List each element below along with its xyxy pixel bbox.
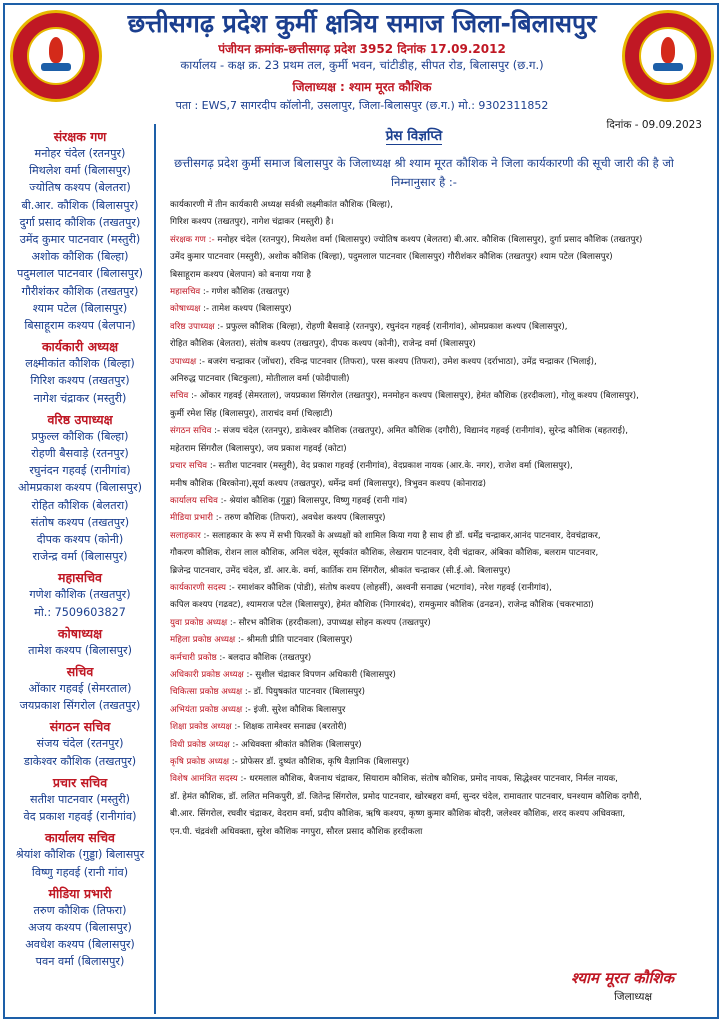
- society-seal-right-icon: [622, 10, 714, 102]
- sidebar-heading: मीडिया प्रभारी: [48, 885, 112, 901]
- sidebar-member: ओंकार गहवई (सेमरताल): [28, 682, 132, 696]
- sidebar-member: संतोष कश्यप (तखतपुर): [30, 515, 130, 529]
- committee-line: [170, 214, 710, 231]
- press-title: [164, 126, 664, 144]
- committee-members: :- अधिवक्ता श्रीकांत कौशिक (बिलासपुर): [229, 739, 362, 750]
- sidebar-member: गणेश कौशिक (तखतपुर): [29, 588, 131, 602]
- committee-members: :- सुशील चंद्राकर विपणन अधिकारी (बिलासपुर): [243, 669, 396, 680]
- committee-members: मनोहर चंदेल (रतनपुर), मिथलेश वर्मा (बिलासपुर) ज्योतिष कश्यप (बेलतरा) बी.आर. कौशिक (बिलासपुर), दुर्गा प्रसाद कौशिक (तखतपुर): [214, 234, 643, 245]
- committee-role: संगठन सचिव: [170, 426, 212, 437]
- committee-role: सचिव: [170, 391, 189, 402]
- committee-line: [170, 406, 710, 423]
- sidebar-member: राजेन्द्र वर्मा (बिलासपुर): [32, 550, 128, 564]
- committee-members: :- प्रफुल्ल कौशिक (बिल्हा), रोहणी बैसवाड़े (रतनपुर), रघुनंदन गहवई (रानीगांव), ओमप्रकाश कश्यप (बिलासपुर),: [214, 321, 568, 332]
- office-address: कार्यालय - कक्ष क्र. 23 प्रथम तल, कुर्मी भवन, चांटीडीह, सीपत रोड, बिलासपुर (छ.ग.): [180, 58, 544, 72]
- committee-members: :- इंजी. सुरेश कौशिक बिलासपुर: [242, 704, 346, 715]
- committee-role: अधिकारी प्रकोष्ठ अध्यक्ष: [170, 669, 244, 680]
- committee-line: [170, 441, 710, 458]
- sidebar-member: मो.: 7509603827: [34, 605, 126, 619]
- committee-line: [170, 354, 710, 371]
- committee-line: [170, 249, 710, 266]
- committee-members: बिसाहूराम कश्यप (बेलपान) को बनाया गया है: [170, 269, 311, 280]
- committee-line: [170, 597, 710, 614]
- committee-members: :- रमाशंकर कौशिक (पोडी), संतोष कश्यप (लोहर्सी), अश्वनी सनाढ्य (भटगांव), नरेश गहवई (रानीगांव),: [226, 582, 552, 593]
- organization-title: छत्तीसगढ़ प्रदेश कुर्मी क्षत्रिय समाज जिला-बिलासपुर: [127, 9, 597, 38]
- committee-line: [170, 458, 710, 475]
- sidebar-heading: वरिष्ठ उपाध्यक्ष: [47, 411, 113, 427]
- committee-members: कार्यकारणी में तीन कार्यकारी अध्यक्ष सर्वश्री लक्ष्मीकांत कौशिक (बिल्हा),: [170, 200, 393, 210]
- office-bearers-sidebar: [6, 124, 156, 1014]
- committee-role: महासचिव: [170, 287, 201, 298]
- committee-line: [170, 615, 710, 632]
- committee-members: डॉ. हेमंत कौशिक, डॉ. ललित मनिकपुरी, डॉ. जितेन्द्र सिंगरोल, प्रमोद पाटनवार, खोरबहरा वर्मा, सुन्दर चंदेल, रामावतार पाटनवार, घनश्याम कौशिक दगौरी,: [170, 791, 642, 802]
- committee-line: [170, 684, 710, 701]
- committee-line: [170, 771, 710, 788]
- committee-members: :- तरुण कौशिक (तिफरा), अवधेश कश्यप (बिलासपुर): [213, 513, 386, 524]
- letterhead: [0, 0, 724, 120]
- president-line: जिलाध्यक्ष : श्याम मूरत कौशिक: [292, 80, 432, 94]
- committee-line: [170, 197, 710, 214]
- committee-members: :- सौरभ कौशिक (हरदीकला), उपाध्यक्ष सोहन कश्यप (तखतपुर): [227, 617, 431, 628]
- sidebar-heading: प्रचार सचिव: [52, 774, 108, 790]
- sidebar-member: विष्णु गहवई (रानी गांव): [31, 865, 129, 879]
- committee-line: [170, 267, 710, 284]
- committee-line: [170, 824, 710, 841]
- committee-role: सलाहकार: [170, 530, 201, 541]
- sidebar-member: मिथलेश वर्मा (बिलासपुर): [29, 164, 131, 178]
- committee-line: [170, 232, 710, 249]
- sidebar-heading: कोषाध्यक्ष: [57, 625, 103, 641]
- committee-line: [170, 510, 710, 527]
- committee-members: :- तामेश कश्यप (बिलासपुर): [200, 304, 292, 315]
- sidebar-member: पवन वर्मा (बिलासपुर): [35, 955, 125, 969]
- committee-line: [170, 319, 710, 336]
- sidebar-member: पदुमलाल पाटनवार (बिलासपुर): [17, 267, 143, 281]
- sidebar-member: रोहित कौशिक (बेलतरा): [31, 498, 129, 512]
- committee-line: [170, 737, 710, 754]
- sidebar-member: ओमप्रकाश कश्यप (बिलासपुर): [18, 481, 142, 495]
- committee-members: मनीष कौशिक (बिरकोना),सूर्या कश्यप (तखतपुर), धर्मेन्द्र वर्मा (बिलासपुर), त्रिभुवन कश्यप (कोनाराढ): [170, 478, 487, 489]
- committee-role: प्रचार सचिव: [170, 461, 208, 472]
- sidebar-member: डाकेश्वर कौशिक (तखतपुर): [23, 754, 137, 768]
- sidebar-member: गिरिश कश्यप (तखतपुर): [30, 374, 130, 388]
- committee-members: गौकरण कौशिक, रोशन लाल कौशिक, अनिल चंदेल, सूर्यकांत कौशिक, लेखराम पाटनवार, देवी चंद्राकर, अंबिका कौशिक, बलराम पाटनवार,: [170, 548, 599, 559]
- committee-members: :- सलाहकार के रूप में सभी फिरकों के अध्यक्षों को शामिल किया गया है साथ ही डॉ. धर्मेंद्र चन्द्राकर,आनंद पाटनवार, देवचंद्राकर,: [200, 530, 601, 541]
- committee-role: कर्मचारी प्रकोष्ठ: [170, 652, 217, 663]
- sidebar-heading: संगठन सचिव: [49, 719, 111, 735]
- sidebar-heading: कार्यालय सचिव: [45, 830, 115, 846]
- committee-line: [170, 493, 710, 510]
- committee-line: [170, 563, 710, 580]
- committee-line: [170, 423, 710, 440]
- sidebar-member: तामेश कश्यप (बिलासपुर): [28, 643, 132, 657]
- committee-members: महेतराम सिंगरौल (बिलासपुर), जय प्रकाश गहवई (कोटा): [170, 443, 347, 454]
- committee-role: कृषि प्रकोष्ठ अध्यक्ष: [170, 757, 229, 767]
- sidebar-member: नागेश चंद्राकर (मस्तुरी): [33, 391, 127, 405]
- sidebar-member: रोहणी बैसवाड़े (रतनपुर): [31, 447, 129, 461]
- committee-role: वरिष्ठ उपाध्यक्ष: [170, 321, 215, 332]
- sidebar-member: संजय चंदेल (रतनपुर): [36, 737, 124, 751]
- sidebar-member: ज्योतिष कश्यप (बेलतरा): [29, 181, 131, 195]
- press-title-text: प्रेस विज्ञप्ति: [385, 128, 443, 144]
- committee-role: शिक्षा प्रकोष्ठ अध्यक्ष: [170, 722, 232, 733]
- intro-paragraph: छत्तीसगढ़ प्रदेश कुर्मी समाज बिलासपुर के जिलाध्यक्ष श्री श्याम मूरत कौशिक ने जिला कार्यकारणी की सूची जारी की है जो निम्नानुसार है :-: [174, 156, 674, 189]
- committee-line: [170, 528, 710, 545]
- committee-line: [170, 667, 710, 684]
- society-seal-left-icon: [10, 10, 102, 102]
- committee-list: [170, 197, 710, 841]
- sidebar-member: उमेंद कुमार पाटनवार (मस्तुरी): [19, 233, 141, 247]
- registration-line: पंजीयन क्रमांक-छत्तीसगढ़ प्रदेश 3952 दिनांक 17.09.2012: [218, 42, 506, 56]
- committee-line: [170, 702, 710, 719]
- committee-role: मीडिया प्रभारी: [170, 513, 214, 524]
- committee-role: कार्यकारणी सदस्य: [170, 582, 227, 593]
- committee-members: :- ओंकार गहवई (सेमरताल), जयप्रकाश सिंगरोल (तखतपुर), मनमोहन कश्यप (बिलासपुर), हेमंत कौशिक (हरदीकला), गोलू कश्यप (बिलासपुर),: [188, 391, 639, 402]
- sidebar-heading: सचिव: [66, 664, 94, 680]
- committee-members: :- शिक्षक तामेश्वर सनाढ्य (बरतोरी): [231, 722, 347, 733]
- committee-members: :- श्रेयांश कौशिक (गुड्डा) बिलासपुर, विष्णु गहवई (रानी गांव): [217, 495, 408, 506]
- sidebar-member: दुर्गा प्रसाद कौशिक (तखतपुर): [19, 215, 141, 229]
- committee-members: :- श्रीमती प्रीति पाटनवार (बिलासपुर): [235, 635, 353, 646]
- signature: श्याम मूरत कौशिक: [570, 969, 674, 987]
- committee-role: अभियंता प्रकोष्ठ अध्यक्ष: [170, 704, 243, 715]
- committee-line: [170, 476, 710, 493]
- committee-members: उमेंद कुमार पाटनवार (मस्तुरी), अशोक कौशिक (बिल्हा), पदुमलाल पाटनवार (बिलासपुर) गौरीशंकर कौशिक (तखतपुर) श्याम पटेल (बिलासपुर): [170, 252, 613, 263]
- committee-role: उपाध्यक्ष: [170, 356, 197, 367]
- committee-members: एन.पी. चंद्रवंशी अधिवक्ता, सुरेश कौशिक नगपुरा, सौरल प्रसाद कौशिक हरदीकला: [170, 826, 423, 837]
- committee-line: [170, 336, 710, 353]
- sidebar-member: दीपक कश्यप (कोनी): [36, 533, 124, 547]
- committee-role: महिला प्रकोष्ठ अध्यक्ष: [170, 635, 236, 646]
- committee-line: [170, 545, 710, 562]
- committee-line: [170, 806, 710, 823]
- committee-line: [170, 371, 710, 388]
- signature-role: जिलाध्यक्ष: [614, 991, 652, 1003]
- committee-role: चिकित्सा प्रकोष्ठ अध्यक्ष: [170, 687, 243, 698]
- committee-line: [170, 754, 710, 771]
- committee-members: गिरिश कश्यप (तखतपुर), नागेश चंद्राकर (मस्तुरी) है।: [170, 217, 334, 228]
- sidebar-member: वेद प्रकाश गहवई (रानीगांव): [23, 810, 137, 824]
- press-release-body: [164, 118, 714, 1018]
- sidebar-member: बी.आर. कौशिक (बिलासपुर): [21, 198, 139, 212]
- committee-members: ब्रिजेन्द्र पाटनवार, उमेंद चंदेल, डॉ. आर.के. वर्मा, कार्तिक राम सिंगरौल, श्रीकांत चन्द्राकर (सी.ई.ओ. बिलासपुर): [170, 565, 511, 576]
- committee-role: युवा प्रकोष्ठ अध्यक्ष: [170, 617, 228, 628]
- committee-role: विशेष आमंत्रित सदस्य: [170, 774, 238, 785]
- committee-role: संरक्षक गण :-: [170, 234, 215, 245]
- committee-members: :- डॉ. पियुषकांत पाटनवार (बिलासपुर): [242, 687, 366, 698]
- committee-members: रोहित कौशिक (बेलतरा), संतोष कश्यप (तखतपुर), दीपक कश्यप (कोनी), राजेन्द्र वर्मा (बिलासपुर): [170, 339, 476, 350]
- contact-address: पता : EWS,7 सागरदीप कॉलोनी, उसलापुर, जिला-बिलासपुर (छ.ग.) मो.: 9302311852: [175, 99, 549, 112]
- committee-members: :- बजरंग चन्द्राकर (जोंधरा), रविन्द्र पाटनवार (तिफरा), परस कश्यप (तिफरा), उमेश कश्यप (दर्राभाठा), उमेंद्र चन्द्राकर (भिलाई),: [196, 356, 597, 367]
- sidebar-heading: संरक्षक गण: [53, 129, 107, 144]
- committee-members: कपिल कश्यप (गढवट), श्यामराज पटेल (बिलासपुर), हेमंत कौशिक (निगारबंद), रामकुमार कौशिक (ढनढन), राजेन्द्र कौशिक (चकरभाठा): [170, 600, 594, 611]
- committee-line: [170, 388, 710, 405]
- sidebar-member: अशोक कौशिक (बिल्हा): [31, 250, 129, 264]
- committee-role: विधी प्रकोष्ठ अध्यक्ष: [170, 739, 230, 750]
- sidebar-member: अजय कश्यप (बिलासपुर): [28, 920, 132, 934]
- sidebar-member: लक्ष्मीकांत कौशिक (बिल्हा): [25, 357, 135, 371]
- committee-members: :- संजय चंदेल (रतनपुर), डाकेश्वर कौशिक (तखतपुर), अमित कौशिक (दगौरी), विद्यानंद गहवई (रानीगांव), सुरेन्द्र कौशिक (बहतराई),: [211, 426, 629, 437]
- sidebar-heading: महासचिव: [58, 570, 102, 586]
- committee-role: कोषाध्यक्ष: [170, 304, 201, 315]
- committee-members: :- सतीश पाटनवार (मस्तुरी), वेद प्रकाश गहवई (रानीगांव), वेदप्रकाश नायक (आर.के. नगर), राजेश वर्मा (बिलासपुर),: [207, 461, 573, 472]
- committee-line: [170, 580, 710, 597]
- committee-line: [170, 650, 710, 667]
- committee-line: [170, 301, 710, 318]
- sidebar-heading: कार्यकारी अध्यक्ष: [41, 339, 119, 355]
- sidebar-member: सतीश पाटनवार (मस्तुरी): [30, 792, 130, 806]
- committee-role: कार्यालय सचिव: [170, 495, 218, 506]
- sidebar-member: श्याम पटेल (बिलासपुर): [32, 301, 128, 315]
- sidebar-member: प्रफुल्ल कौशिक (बिल्हा): [31, 429, 129, 443]
- committee-members: :- गणेश कौशिक (तखतपुर): [200, 287, 290, 298]
- committee-members: :- धरमलाल कौशिक, बैजनाथ चंद्राकर, सियाराम कौशिक, संतोष कौशिक, प्रमोद नायक, सिद्धेश्वर पाटनवार, निर्मल नायक,: [237, 774, 618, 785]
- sidebar-member: अवधेश कश्यप (बिलासपुर): [25, 938, 135, 952]
- committee-line: [170, 632, 710, 649]
- committee-line: [170, 719, 710, 736]
- sidebar-member: मनोहर चंदेल (रतनपुर): [34, 147, 126, 160]
- sidebar-member: बिसाहूराम कश्यप (बेलपान): [24, 319, 136, 333]
- committee-members: कुर्मी रमेश सिंह (बिलासपुर), ताराचंद वर्मा (चिल्हाटी): [170, 408, 333, 419]
- committee-line: [170, 789, 710, 806]
- committee-members: :- प्रोफेसर डॉ. दुष्यंत कौशिक, कृषि वैज्ञानिक (बिलासपुर): [228, 757, 410, 767]
- committee-line: [170, 284, 710, 301]
- sidebar-member: तरुण कौशिक (तिफरा): [33, 903, 127, 917]
- sidebar-member: जयप्रकाश सिंगरोल (तखतपुर): [19, 699, 141, 713]
- release-date: दिनांक - 09.09.2023: [606, 119, 702, 131]
- sidebar-member: रघुनंदन गहवई (रानीगांव): [29, 464, 131, 478]
- committee-members: अनिरुद्ध पाटनवार (बिटकुला), मोतीलाल वर्मा (फोदीपाली): [170, 374, 350, 385]
- committee-members: :- बलदाउ कौशिक (तखतपुर): [216, 652, 312, 663]
- sidebar-member: गौरीशंकर कौशिक (तखतपुर): [21, 284, 139, 298]
- committee-members: बी.आर. सिंगरोल, रघवीर चंद्राकर, वेदराम वर्मा, प्रदीप कौशिक, ऋषि कश्यप, कृष्ण कुमार कौशिक बोदरी, जलेश्वर कौशिक, शरद कश्यप अधिवक्ता,: [170, 809, 626, 820]
- sidebar-member: श्रेयांश कौशिक (गुड्डा) बिलासपुर: [15, 848, 145, 862]
